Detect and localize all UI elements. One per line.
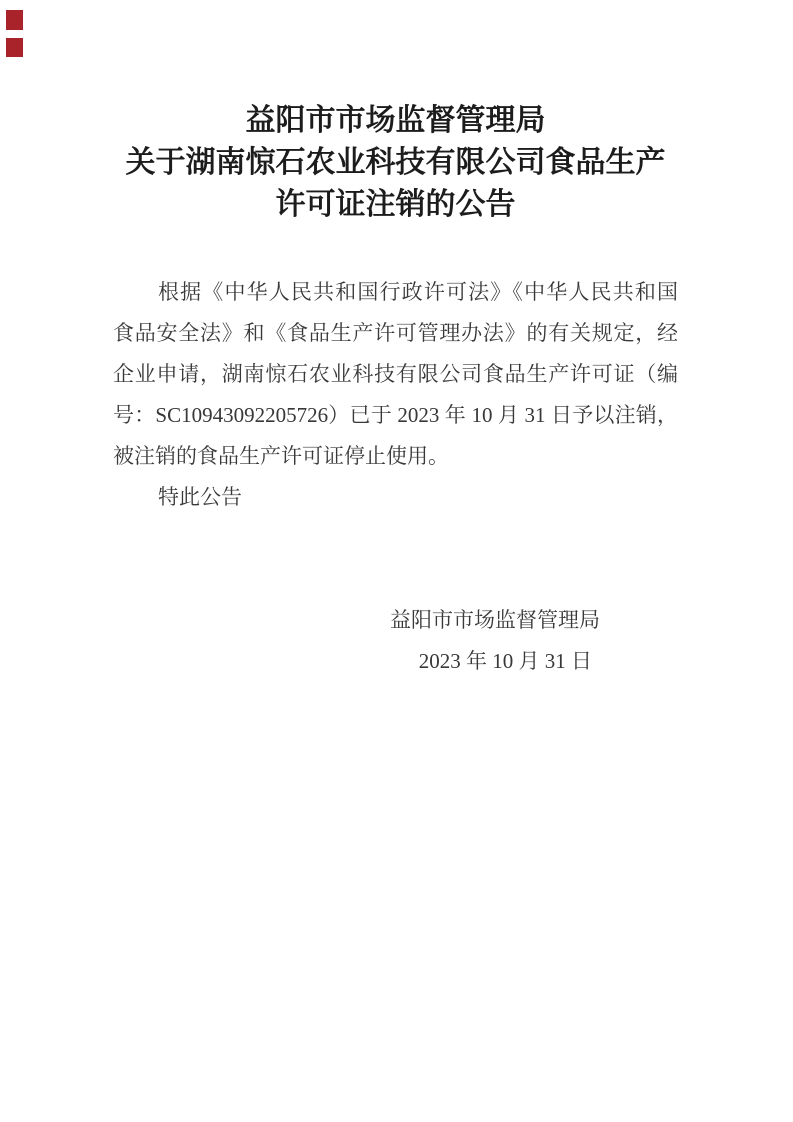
body-line-3: 企业申请，湖南惊石农业科技有限公司食品生产许可证（编 — [113, 362, 678, 386]
red-corner-mark-top — [6, 10, 23, 30]
title-line-2: 关于湖南惊石农业科技有限公司食品生产 — [125, 146, 666, 179]
body-line-1: 根据《中华人民共和国行政许可法》《中华人民共和国 — [158, 280, 678, 304]
document-title — [113, 0, 678, 226]
body-line-2: 食品安全法》和《食品生产许可管理办法》的有关规定，经 — [113, 321, 678, 345]
signature-block — [113, 600, 678, 682]
document-body — [113, 272, 678, 518]
document-content — [113, 0, 678, 682]
title-line-3: 许可证注销的公告 — [275, 188, 516, 221]
title-line-1: 益阳市市场监督管理局 — [245, 104, 546, 137]
signature-org: 益阳市市场监督管理局 — [390, 608, 600, 632]
signature-date: 2023 年 10 月 31 日 — [418, 649, 592, 673]
red-corner-mark-bottom — [6, 38, 23, 57]
body-line-5: 被注销的食品生产许可证停止使用。 — [113, 444, 449, 468]
body-line-4: 号：SC10943092205726）已于 2023 年 10 月 31 日予以注销， — [113, 403, 678, 427]
closing-phrase: 特此公告 — [158, 485, 242, 509]
